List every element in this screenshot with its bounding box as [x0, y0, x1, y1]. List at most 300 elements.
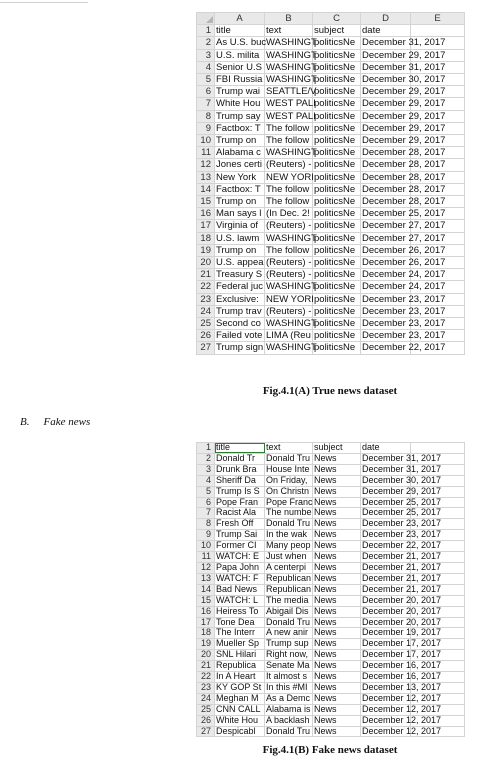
table-cell[interactable]: WASHINGT: [266, 232, 317, 244]
table-cell[interactable]: News: [313, 562, 361, 573]
table-cell[interactable]: A centerpi: [265, 562, 313, 573]
table-cell[interactable]: House Inte: [265, 464, 313, 475]
table-cell[interactable]: Racist Ala: [215, 508, 265, 519]
table-cell[interactable]: WASHINGT: [266, 318, 317, 330]
table-cell[interactable]: NEW YORI: [266, 171, 314, 183]
row-number[interactable]: 22: [197, 672, 215, 683]
table-cell[interactable]: WASHINGT: [266, 61, 317, 73]
table-cell[interactable]: politicsNe: [313, 330, 361, 342]
row-number[interactable]: 14: [197, 584, 215, 595]
table-cell[interactable]: Donald Tru: [265, 519, 313, 530]
table-cell[interactable]: title: [215, 25, 265, 37]
row-number[interactable]: 21: [197, 269, 215, 281]
table-cell[interactable]: politicsNe: [313, 159, 361, 171]
table-cell[interactable]: In the wak: [265, 530, 313, 541]
table-cell[interactable]: politicsNe: [313, 196, 361, 208]
table-cell[interactable]: Trump sup: [265, 639, 313, 650]
table-cell[interactable]: December 21, 2017: [362, 551, 442, 562]
row-number[interactable]: 25: [197, 704, 215, 715]
table-cell[interactable]: News: [313, 726, 361, 737]
table-cell[interactable]: SEATTLE/V: [266, 86, 317, 98]
row-number[interactable]: 12: [197, 562, 215, 573]
table-cell[interactable]: Trump say: [215, 110, 265, 122]
row-number[interactable]: 20: [197, 257, 215, 269]
table-cell[interactable]: December 20, 2017: [362, 594, 442, 605]
table-cell[interactable]: December 17, 2017: [362, 638, 442, 649]
table-cell[interactable]: News: [313, 453, 361, 464]
table-cell[interactable]: December 28, 2017: [362, 171, 446, 183]
table-cell[interactable]: subject: [313, 443, 361, 454]
table-cell[interactable]: News: [313, 704, 361, 715]
table-cell[interactable]: As a Demc: [265, 693, 313, 704]
table-row: [197, 584, 465, 595]
row-number[interactable]: 17: [197, 220, 215, 232]
table-cell[interactable]: WATCH: F: [215, 573, 265, 584]
table-cell[interactable]: WASHINGT: [266, 74, 317, 86]
table-cell[interactable]: December 28, 2017: [362, 159, 446, 171]
table-cell[interactable]: December 29, 2017: [362, 49, 446, 61]
table-cell[interactable]: December 29, 2017: [362, 135, 446, 147]
table-cell[interactable]: politicsNe: [313, 171, 361, 183]
table-cell[interactable]: December 24, 2017: [362, 269, 446, 281]
table-cell[interactable]: News: [313, 639, 361, 650]
section-title: Fake news: [43, 416, 91, 428]
table-cell[interactable]: politicsNe: [313, 220, 361, 232]
row-number[interactable]: 3: [197, 464, 215, 475]
table-cell[interactable]: December 20, 2017: [362, 616, 442, 627]
table-cell[interactable]: politicsNe: [313, 135, 361, 147]
row-number[interactable]: 26: [197, 330, 215, 342]
table-cell[interactable]: December 31, 2017: [362, 452, 442, 463]
table-cell[interactable]: News: [313, 519, 361, 530]
table-cell[interactable]: politicsNe: [313, 293, 361, 305]
row-number[interactable]: 15: [197, 196, 215, 208]
table-cell[interactable]: Trump wai: [215, 86, 265, 98]
row-number[interactable]: 8: [197, 519, 215, 530]
row-number[interactable]: 10: [197, 541, 215, 552]
row-number[interactable]: 9: [197, 530, 215, 541]
table-cell[interactable]: Treasury S: [215, 269, 265, 281]
table-cell[interactable]: Alabama is: [266, 703, 311, 714]
table-cell[interactable]: politicsNe: [313, 208, 361, 220]
row-number[interactable]: 1: [197, 443, 215, 454]
table-cell[interactable]: Exclusive:: [215, 293, 265, 305]
table-cell[interactable]: December 22, 2017: [362, 342, 446, 354]
table-cell[interactable]: WATCH: L: [215, 595, 265, 606]
table-cell[interactable]: The Interr: [215, 628, 265, 639]
row-number[interactable]: 17: [197, 617, 215, 628]
row-number[interactable]: 12: [197, 159, 215, 171]
table-row: [197, 171, 465, 183]
table-cell[interactable]: On Friday,: [265, 475, 313, 486]
table-cell[interactable]: CNN CALL: [215, 704, 265, 715]
table-cell[interactable]: Donald Tru: [265, 453, 313, 464]
table-cell[interactable]: Trump sign: [216, 342, 264, 354]
table-cell[interactable]: Trump on: [215, 244, 265, 256]
table-cell[interactable]: December 30, 2017: [362, 74, 446, 86]
table-cell[interactable]: WASHINGT: [266, 37, 317, 49]
table-cell[interactable]: politicsNe: [313, 98, 361, 110]
table-cell[interactable]: News: [313, 475, 361, 486]
table-cell[interactable]: News: [313, 617, 361, 628]
table-cell[interactable]: December 22, 2017: [362, 540, 442, 551]
table-cell[interactable]: White Hou: [215, 715, 265, 726]
table-row: [197, 135, 465, 147]
table-cell[interactable]: Alabama c: [215, 147, 265, 159]
table-cell[interactable]: text: [265, 25, 313, 37]
table-cell[interactable]: Pope Fran: [215, 497, 265, 508]
table-row: [197, 330, 465, 342]
table-cell[interactable]: December 16, 2017: [362, 671, 442, 682]
table-cell[interactable]: News: [313, 486, 361, 497]
table-cell[interactable]: New York: [215, 171, 265, 183]
table-cell[interactable]: December 12, 2017: [362, 714, 442, 725]
row-number[interactable]: 8: [197, 110, 215, 122]
table-cell[interactable]: The media: [265, 595, 313, 606]
figure-caption-fake: Fig.4.1(B) Fake news dataset: [262, 744, 398, 756]
table-cell[interactable]: December 23, 2017: [362, 305, 446, 317]
table-cell[interactable]: The follow: [265, 122, 313, 134]
table-cell[interactable]: News: [313, 497, 361, 508]
table-row: [197, 244, 465, 256]
table-cell[interactable]: WASHINGT: [266, 281, 317, 293]
table-cell[interactable]: Despicabl: [215, 726, 265, 737]
table-cell[interactable]: December 13, 2017: [362, 681, 442, 692]
table-cell[interactable]: December 28, 2017: [362, 147, 446, 159]
table-cell[interactable]: (Reuters) -: [266, 159, 312, 171]
table-cell[interactable]: December 26, 2017: [362, 244, 446, 256]
table-cell[interactable]: politicsNe: [313, 183, 361, 195]
table-cell[interactable]: U.S. milita: [215, 49, 265, 61]
row-number[interactable]: 19: [197, 244, 215, 256]
row-number[interactable]: 26: [197, 715, 215, 726]
table-cell[interactable]: politicsNe: [313, 110, 361, 122]
column-header-c[interactable]: C: [313, 13, 361, 25]
table-cell[interactable]: Trump Sai: [215, 530, 265, 541]
table-cell[interactable]: News: [313, 661, 361, 672]
top-rule: [0, 2, 88, 3]
table-cell[interactable]: News: [313, 530, 361, 541]
table-cell[interactable]: politicsNe: [313, 49, 361, 61]
table-cell[interactable]: Republican: [266, 583, 312, 594]
table-cell[interactable]: U.S. appea: [216, 257, 264, 269]
table-cell[interactable]: News: [313, 682, 361, 693]
select-all-corner[interactable]: [197, 13, 215, 25]
table-cell[interactable]: December 16, 2017: [362, 660, 442, 671]
table-cell[interactable]: (Reuters) -: [266, 305, 312, 317]
table-cell[interactable]: December 25, 2017: [362, 496, 442, 507]
table-cell[interactable]: date: [361, 25, 411, 37]
column-header-b[interactable]: B: [265, 13, 313, 25]
table-cell[interactable]: December 23, 2017: [362, 518, 442, 529]
row-number[interactable]: 27: [197, 726, 215, 737]
table-cell[interactable]: politicsNe: [313, 122, 361, 134]
table-cell[interactable]: Trump trav: [215, 305, 265, 317]
table-cell[interactable]: December 31, 2017: [362, 61, 446, 73]
table-row: [197, 704, 465, 715]
table-cell[interactable]: politicsNe: [313, 244, 361, 256]
table-cell[interactable]: December 12, 2017: [362, 703, 442, 714]
table-cell[interactable]: Republican: [266, 572, 312, 583]
table-cell[interactable]: December 29, 2017: [362, 485, 442, 496]
table-cell[interactable]: News: [313, 672, 361, 683]
table-cell[interactable]: politicsNe: [313, 269, 361, 281]
table-cell[interactable]: December 30, 2017: [362, 474, 442, 485]
table-cell[interactable]: December 20, 2017: [362, 605, 442, 616]
table-cell[interactable]: December 12, 2017: [362, 692, 442, 703]
row-number[interactable]: 13: [197, 171, 215, 183]
table-cell[interactable]: politicsNe: [313, 305, 361, 317]
table-cell[interactable]: Former CI: [215, 541, 265, 552]
table-row: [197, 486, 465, 497]
table-cell[interactable]: White Hou: [215, 98, 265, 110]
table-cell[interactable]: LIMA (Reu: [266, 330, 311, 342]
section-heading: [20, 416, 90, 428]
table-cell[interactable]: December 23, 2017: [362, 330, 446, 342]
table-cell[interactable]: News: [313, 541, 361, 552]
table-cell[interactable]: (Reuters) -: [266, 269, 312, 281]
table-cell[interactable]: Drunk Bra: [215, 464, 265, 475]
table-cell[interactable]: KY GOP St: [215, 682, 265, 693]
table-cell[interactable]: WATCH: E: [215, 552, 265, 563]
table-row: [197, 530, 465, 541]
table-cell[interactable]: Heiress To: [215, 606, 265, 617]
table-cell[interactable]: (In Dec. 2!: [265, 208, 313, 220]
table-cell[interactable]: December 23, 2017: [362, 318, 446, 330]
row-number[interactable]: 14: [197, 183, 215, 195]
table-cell[interactable]: politicsNe: [313, 147, 361, 159]
table-cell[interactable]: politicsNe: [313, 318, 361, 330]
table-cell[interactable]: U.S. lawm: [215, 232, 265, 244]
row-number[interactable]: 25: [197, 318, 215, 330]
table-row: [197, 110, 465, 122]
table-row: [197, 74, 465, 86]
table-cell[interactable]: December 23, 2017: [362, 293, 446, 305]
table-cell[interactable]: December 25, 2017: [362, 208, 446, 220]
table-cell[interactable]: December 26, 2017: [362, 257, 446, 269]
table-cell[interactable]: December 31, 2017: [362, 463, 442, 474]
table-cell[interactable]: Second co: [215, 318, 265, 330]
table-cell[interactable]: Failed vote: [215, 330, 265, 342]
row-number[interactable]: 4: [197, 61, 215, 73]
table-cell[interactable]: News: [313, 650, 361, 661]
table-cell[interactable]: Republica: [215, 661, 265, 672]
table-cell[interactable]: December 27, 2017: [362, 220, 446, 232]
table-cell[interactable]: Virginia of: [215, 220, 265, 232]
table-cell[interactable]: Senior U.S: [215, 61, 265, 73]
table-cell[interactable]: Sheriff Da: [215, 475, 265, 486]
row-number[interactable]: 7: [197, 508, 215, 519]
table-cell[interactable]: SNL Hilari: [215, 650, 265, 661]
table-cell[interactable]: WASHINGT: [266, 342, 317, 354]
table-cell[interactable]: Factbox: T: [215, 122, 265, 134]
table-cell[interactable]: The follow: [265, 183, 313, 195]
table-cell[interactable]: As U.S. buc: [216, 37, 267, 49]
row-number[interactable]: 24: [197, 305, 215, 317]
table-cell[interactable]: December 28, 2017: [362, 183, 446, 195]
table-cell[interactable]: politicsNe: [313, 257, 361, 269]
table-cell[interactable]: December 21, 2017: [362, 583, 442, 594]
row-number[interactable]: 5: [197, 74, 215, 86]
table-cell[interactable]: December 27, 2017: [362, 232, 446, 244]
table-row: [197, 25, 465, 37]
table-cell[interactable]: FBI Russia: [215, 74, 265, 86]
row-number[interactable]: 9: [197, 122, 215, 134]
table-cell[interactable]: Donald Tru: [265, 726, 313, 737]
row-number[interactable]: 1: [197, 25, 215, 37]
row-number[interactable]: 7: [197, 98, 215, 110]
table-cell[interactable]: title: [215, 443, 265, 454]
row-number[interactable]: 27: [197, 342, 215, 354]
table-cell[interactable]: Tone Dea: [215, 617, 265, 628]
table-cell[interactable]: Trump on: [215, 196, 265, 208]
table-cell[interactable]: Donald Tr: [215, 453, 265, 464]
table-cell[interactable]: December 21, 2017: [362, 572, 442, 583]
table-cell[interactable]: Senate Ma: [265, 661, 313, 672]
column-header-a[interactable]: A: [215, 13, 265, 25]
table-cell[interactable]: December 29, 2017: [362, 110, 446, 122]
table-cell[interactable]: [411, 443, 465, 454]
table-cell[interactable]: December 19, 2017: [362, 627, 442, 638]
table-cell[interactable]: News: [313, 464, 361, 475]
table-row: [197, 650, 465, 661]
table-cell[interactable]: Bad News: [215, 584, 265, 595]
table-cell[interactable]: Man says l: [215, 208, 265, 220]
row-number[interactable]: 2: [197, 37, 215, 49]
table-row: [197, 220, 465, 232]
table-cell[interactable]: WASHINGT: [266, 49, 317, 61]
table-cell[interactable]: Abigail Dis: [265, 606, 313, 617]
row-number[interactable]: 5: [197, 486, 215, 497]
table-row: [197, 672, 465, 683]
table-cell[interactable]: News: [313, 508, 361, 519]
table-cell[interactable]: December 21, 2017: [362, 561, 442, 572]
table-cell[interactable]: politicsNe: [313, 61, 361, 73]
table-cell[interactable]: News: [313, 584, 361, 595]
table-cell[interactable]: On Christn: [265, 486, 313, 497]
table-cell[interactable]: News: [313, 693, 361, 704]
table-cell[interactable]: (Reuters) -: [266, 220, 312, 232]
row-number[interactable]: 15: [197, 595, 215, 606]
table-cell[interactable]: Meghan M: [215, 693, 265, 704]
row-number[interactable]: 13: [197, 573, 215, 584]
row-number[interactable]: 2: [197, 453, 215, 464]
table-cell[interactable]: WEST PALI: [266, 110, 316, 122]
table-cell[interactable]: December 25, 2017: [362, 507, 442, 518]
row-number[interactable]: 21: [197, 661, 215, 672]
section-letter: B.: [20, 416, 30, 428]
table-cell[interactable]: Jones certi: [215, 159, 265, 171]
table-cell[interactable]: Federal juc: [216, 281, 263, 293]
table-cell[interactable]: The follow: [265, 196, 313, 208]
table-cell[interactable]: politicsNe: [313, 232, 361, 244]
table-cell[interactable]: December 17, 2017: [362, 649, 442, 660]
row-number[interactable]: 16: [197, 606, 215, 617]
table-cell[interactable]: WASHINGT: [266, 147, 317, 159]
table-cell[interactable]: politicsNe: [313, 37, 361, 49]
table-cell[interactable]: The numbe: [266, 507, 312, 518]
row-number[interactable]: 6: [197, 86, 215, 98]
table-cell[interactable]: News: [313, 595, 361, 606]
row-number[interactable]: 4: [197, 475, 215, 486]
table-cell[interactable]: In A Heart: [215, 672, 265, 683]
table-cell[interactable]: December 29, 2017: [362, 98, 446, 110]
table-cell[interactable]: A new anir: [265, 628, 313, 639]
table-cell[interactable]: Donald Tru: [265, 617, 313, 628]
table-cell[interactable]: News: [313, 552, 361, 563]
row-number[interactable]: 20: [197, 650, 215, 661]
table-row: [197, 159, 465, 171]
row-number[interactable]: 11: [197, 147, 215, 159]
table-cell[interactable]: December 31, 2017: [362, 37, 446, 49]
table-cell[interactable]: politicsNe: [313, 281, 361, 293]
table-cell[interactable]: December 29, 2017: [362, 122, 446, 134]
table-cell[interactable]: text: [265, 443, 313, 454]
table-cell[interactable]: politicsNe: [313, 342, 361, 354]
table-cell[interactable]: WEST PALI: [266, 98, 316, 110]
row-number[interactable]: 22: [197, 281, 215, 293]
column-header-d[interactable]: D: [361, 13, 411, 25]
table-row: [197, 661, 465, 672]
table-cell[interactable]: Factbox: T: [215, 183, 265, 195]
table-row: [197, 573, 465, 584]
table-cell[interactable]: News: [313, 715, 361, 726]
table-cell[interactable]: politicsNe: [313, 86, 361, 98]
row-number[interactable]: 16: [197, 208, 215, 220]
table-cell[interactable]: Papa John: [215, 562, 265, 573]
table-cell[interactable]: [411, 25, 465, 37]
row-number[interactable]: 23: [197, 682, 215, 693]
table-cell[interactable]: date: [361, 443, 411, 454]
table-cell[interactable]: News: [313, 573, 361, 584]
row-number[interactable]: 3: [197, 49, 215, 61]
table-cell[interactable]: The follow: [265, 244, 313, 256]
table-cell[interactable]: politicsNe: [313, 74, 361, 86]
table-cell[interactable]: Fresh Off: [215, 519, 265, 530]
table-cell[interactable]: A backlash: [265, 715, 313, 726]
table-cell[interactable]: Trump Is S: [215, 486, 265, 497]
row-number[interactable]: 10: [197, 135, 215, 147]
table-cell[interactable]: subject: [313, 25, 361, 37]
row-number[interactable]: 19: [197, 639, 215, 650]
row-number[interactable]: 23: [197, 293, 215, 305]
table-cell[interactable]: Right now,: [265, 650, 313, 661]
table-cell[interactable]: December 24, 2017: [362, 281, 446, 293]
table-cell[interactable]: Just when: [265, 552, 313, 563]
row-number[interactable]: 6: [197, 497, 215, 508]
table-cell[interactable]: News: [313, 606, 361, 617]
table-cell[interactable]: Mueller Sp: [215, 639, 265, 650]
table-cell[interactable]: December 29, 2017: [362, 86, 446, 98]
table-cell[interactable]: News: [313, 628, 361, 639]
row-number[interactable]: 11: [197, 552, 215, 563]
row-number[interactable]: 18: [197, 232, 215, 244]
table-cell[interactable]: Trump on: [215, 135, 265, 147]
table-cell[interactable]: (Reuters) -: [266, 257, 312, 269]
table-cell[interactable]: It almost s: [265, 672, 313, 683]
table-cell[interactable]: NEW YORI: [266, 293, 314, 305]
table-cell[interactable]: December 23, 2017: [362, 529, 442, 540]
table-cell[interactable]: The follow: [265, 135, 313, 147]
table-cell[interactable]: In this #MI: [265, 682, 313, 693]
column-header-e[interactable]: E: [411, 13, 465, 25]
table-cell[interactable]: Pope Franc: [266, 496, 313, 507]
row-number[interactable]: 24: [197, 693, 215, 704]
table-cell[interactable]: December 28, 2017: [362, 196, 446, 208]
row-number[interactable]: 18: [197, 628, 215, 639]
table-cell[interactable]: December 12, 2017: [362, 725, 442, 736]
table-cell[interactable]: Many peop: [266, 540, 311, 551]
